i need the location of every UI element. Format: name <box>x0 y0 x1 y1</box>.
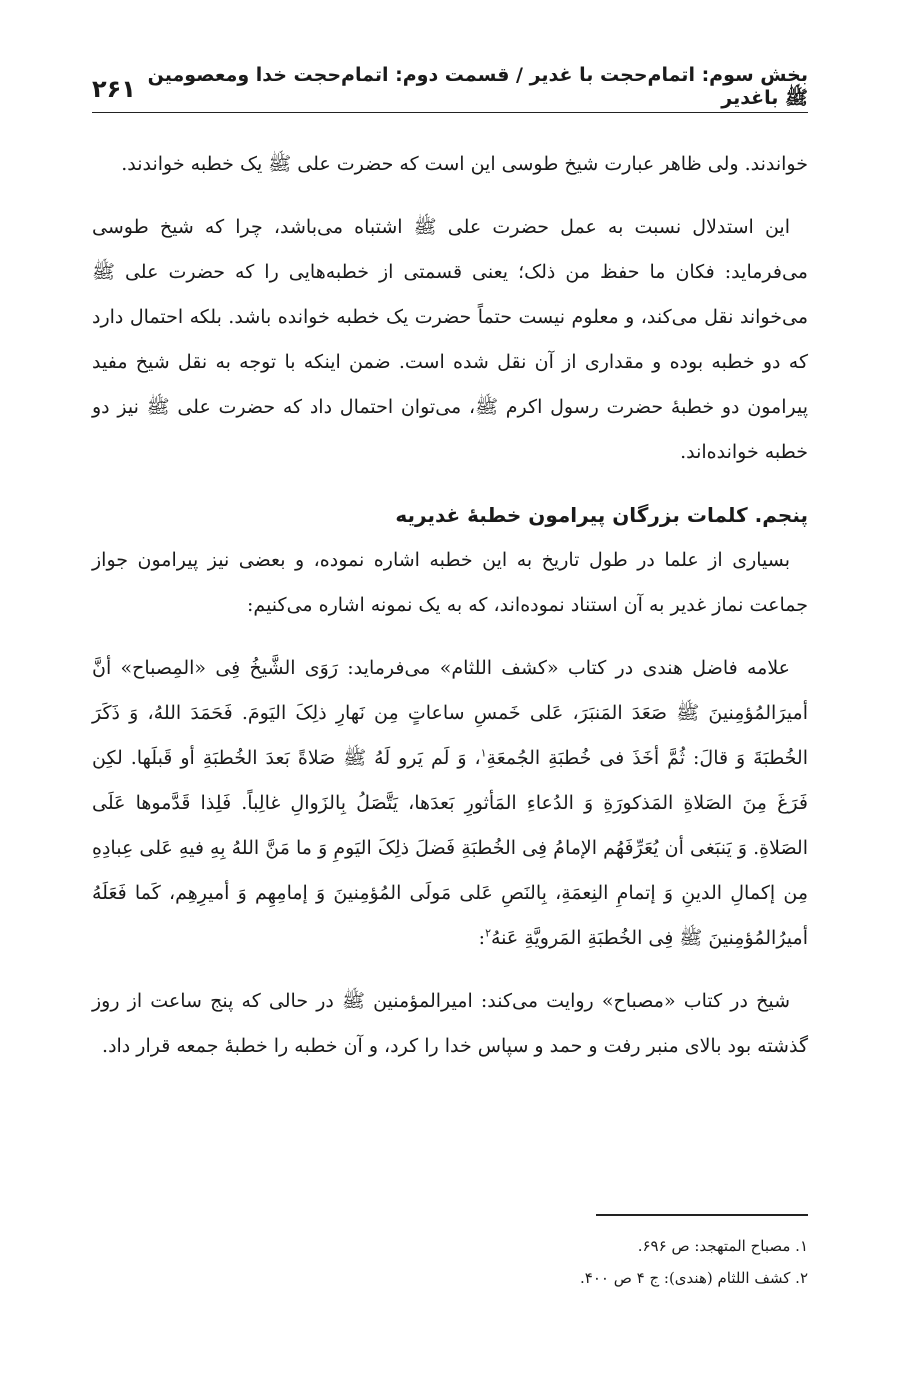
footnote-1: ۱. مصباح المتهجد: ص ۶۹۶. <box>637 1237 808 1255</box>
quotation-end: : <box>478 927 486 949</box>
footnote-list <box>92 1232 808 1292</box>
paragraph-continuation: خواندند. ولی ظاهر عبارت شیخ طوسی این است که حضرت علی ﷺ یک خطبه خواندند. <box>121 153 808 175</box>
book-page <box>92 0 808 1390</box>
arabic-quote-part-1: رَوَی الشَّیخُ فِی «المِصباح» أنَّ أمیرَالمُؤمِنینَ ﷺ صَعَدَ المَنبَرَ، عَلی خَمسِ ساعاتٍ مِن نَهارِ ذلِکَ الیَومَ. فَحَمَدَ اللهُ، وَ ذَکَرَ الخُطبَةَ وَ قالَ: ثُمَّ أخَذَ فی خُطبَةِ الجُمعَةِ <box>92 657 808 769</box>
footnotes-area <box>92 1214 808 1292</box>
quotation-intro: علامه فاضل هندی در کتاب «کشف اللثام» می‌فرماید: <box>338 657 790 679</box>
section-heading: پنجم. کلمات بزرگان پیرامون خطبهٔ غدیریه <box>395 503 808 527</box>
page-number: ۲۶۱ <box>92 75 136 103</box>
footnote-ref-2: ۲ <box>485 926 491 940</box>
arabic-quote-part-2: ، وَ لَم یَرو لَهُ ﷺ صَلاةً بَعدَ الخُطبَةِ أو قَبلَها. لکِن فَرَغَ مِنَ الصَلاةِ المَذکورَةِ وَ الدُعاءِ المَأثورِ بَعدَها، یَتَّصَلُ بِالزَوالِ غالِباً. فَلِذا قَدَّموها عَلَی الصَلاةِ. وَ یَنبَغی أن یُعَرِّفَهُم الإمامُ فِی الخُطبَةِ فَضلَ ذلِکَ الیَومِ وَ ما مَنَّ اللهُ بِهِ فیهِ عَلی عِبادِهِ مِن إکمالِ الدینِ وَ إتمامِ النِعمَةِ، بِالنَصِ عَلی مَولَی المُؤمِنینَ وَ إمامِهِم وَ أمیرِهِم، کَما فَعَلَهُ أمیرُالمُؤمِنینَ ﷺ فِی الخُطبَةِ المَرویَّةِ عَنهُ <box>92 747 808 949</box>
footnote-ref-1: ۱ <box>480 746 487 760</box>
footnote-divider <box>596 1214 808 1216</box>
paragraph-translation: شیخ در کتاب «مصباح» روایت می‌کند: امیرالمؤمنین ﷺ در حالی که پنج ساعت از روز گذشته بود بالای منبر رفت و حمد و سپاس خدا را کرد، و آن خطبه را خطبهٔ جمعه قرار داد. <box>92 990 808 1057</box>
running-title: بخش سوم: اتمام‌حجت با غدیر / قسمت دوم: اتمام‌حجت خدا ومعصومین ﷺ باغدیر <box>147 64 808 109</box>
paragraph-quotation <box>92 646 808 961</box>
page-body <box>92 142 808 1069</box>
paragraph-argument: این استدلال نسبت به عمل حضرت علی ﷺ اشتباه می‌باشد، چرا که شیخ طوسی می‌فرماید: فکان ما حفظ من ذلک؛ یعنی قسمتی از خطبه‌هایی را که حضرت علی ﷺ می‌خواند نقل می‌کند، و معلوم نیست حتماً حضرت یک خطبه خوانده باشد. بلکه احتمال دارد که دو خطبه بوده و مقداری از آن نقل شده است. ضمن اینکه با توجه به نقل شیخ مفید پیرامون دو خطبهٔ حضرت رسول اکرم ﷺ، می‌توان احتمال داد که حضرت علی ﷺ نیز دو خطبه خوانده‌اند. <box>92 216 808 463</box>
paragraph-intro: بسیاری از علما در طول تاریخ به این خطبه اشاره نموده، و بعضی نیز پیرامون جواز جماعت نماز غدیر به آن استناد نموده‌اند، که به یک نمونه اشاره می‌کنیم: <box>92 549 808 616</box>
footnote-2: ۲. کشف اللثام (هندی): ج ۴ ص ۴۰۰. <box>580 1269 808 1287</box>
page-header <box>92 66 808 113</box>
